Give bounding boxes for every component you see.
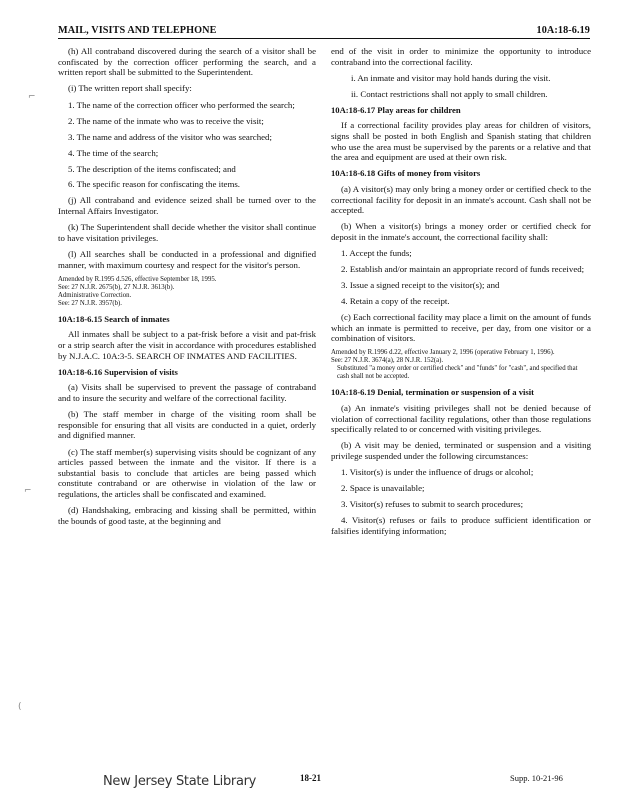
paragraph: (b) The staff member in charge of the visiting room shall be responsible for ensuring that all visits are conducted in a quiet, orderly and dignified manner.: [58, 409, 316, 441]
amendment-note: [58, 276, 316, 308]
amendment-line: Substituted "a money order or certified check" and "funds" for "cash", and specified that cash shall not be accepted.: [337, 365, 578, 381]
paragraph: If a correctional facility provides play areas for children of visitors, signs shall be posted in both English and Spanish stating that children who use the area must be supervised by the parents or a relative and that the area and equipment are used at their own risk.: [331, 120, 591, 163]
section-heading: 10A:18-6.19 Denial, termination or suspension of a visit: [331, 387, 534, 398]
list-item: 6. The specific reason for confiscating the items.: [68, 179, 240, 190]
list-item: 2. Establish and/or maintain an appropriate record of funds received;: [341, 264, 585, 275]
paragraph-h: (h) All contraband discovered during the search of a visitor shall be confiscated by the correction officer performing the search, and a written report shall be submitted to the Superintendent.: [58, 46, 316, 78]
paragraph: (a) Visits shall be supervised to prevent the passage of contraband and to insure the security and welfare of the correctional facility.: [58, 382, 316, 403]
running-header: [58, 20, 590, 39]
sub-item: i. An inmate and visitor may hold hands during the visit.: [351, 72, 551, 83]
paragraph: (c) The staff member(s) supervising visits should be cognizant of any articles passed between the inmate and the visitor. If there is a substantial basis to conclude that articles are being passed which constitute contraband or are otherwise in violation of the law or regulations, the articles shall be confiscated and examined.: [58, 446, 316, 499]
list-item: 4. Retain a copy of the receipt.: [341, 296, 450, 307]
amendment-line: See: 27 N.J.R. 2675(b), 27 N.J.R. 3613(b).: [58, 283, 175, 291]
paragraph: (b) A visit may be denied, terminated or suspension and a visiting privilege suspended under the following circumstances:: [331, 440, 591, 461]
list-item: 3. Visitor(s) refuses to submit to search procedures;: [341, 499, 524, 510]
list-item: 1. Visitor(s) is under the influence of drugs or alcohol;: [341, 467, 534, 478]
list-item: 3. Issue a signed receipt to the visitor(s); and: [341, 280, 500, 291]
amendment-line: Administrative Correction.: [58, 291, 132, 299]
header-title: MAIL, VISITS AND TELEPHONE: [58, 25, 217, 36]
margin-mark: (: [18, 702, 22, 712]
supplement-date: Supp. 10-21-96: [510, 773, 563, 783]
header-section-number: 10A:18-6.19: [536, 25, 590, 36]
list-item: 2. The name of the inmate who was to receive the visit;: [68, 115, 264, 126]
library-stamp: New Jersey State Library: [103, 774, 257, 789]
list-item: 5. The description of the items confiscated; and: [68, 163, 236, 174]
margin-mark: ⌐: [24, 486, 32, 496]
left-column: [58, 46, 316, 532]
amendment-line: See: 27 N.J.R. 3674(a), 28 N.J.R. 152(a).: [331, 357, 444, 365]
list-item: 2. Space is unavailable;: [341, 483, 425, 494]
paragraph: (a) An inmate's visiting privileges shall not be denied because of violation of correctional facility regulations, other than those regulations specifically related to or concerned with visiting privileges.: [331, 402, 591, 435]
list-item: 3. The name and address of the visitor who was searched;: [68, 131, 272, 142]
sub-item: ii. Contact restrictions shall not apply to small children.: [351, 88, 548, 99]
amendment-line: Amended by R.1996 d.22, effective January 2, 1996 (operative February 1, 1996).: [331, 349, 555, 357]
margin-mark: ⌐: [28, 92, 36, 102]
section-heading: 10A:18-6.18 Gifts of money from visitors: [331, 168, 481, 179]
page-footer: [0, 768, 618, 792]
paragraph: (a) A visitor(s) may only bring a money order or certified check to the correctional facility for deposit in an inmate's account. Cash shall not be accepted.: [331, 183, 591, 216]
paragraph-j: (j) All contraband and evidence seized shall be turned over to the Internal Affairs Investigator.: [58, 195, 316, 217]
paragraph-continued: end of the visit in order to minimize the opportunity to introduce contraband into the correctional facility.: [331, 46, 591, 67]
paragraph: (b) When a visitor(s) brings a money order or certified check for deposit in the inmate's account, the correctional facility shall:: [331, 221, 591, 242]
list-item: 1. The name of the correction officer who performed the search;: [68, 99, 295, 110]
paragraph: (d) Handshaking, embracing and kissing shall be permitted, within the bounds of good taste, at the beginning and: [58, 505, 316, 526]
section-heading: 10A:18-6.17 Play areas for children: [331, 104, 461, 115]
section-heading: 10A:18-6.15 Search of inmates: [58, 313, 170, 324]
paragraph-i: (i) The written report shall specify:: [68, 83, 192, 94]
page-number: 18-21: [300, 773, 321, 783]
paragraph-k: (k) The Superintendent shall decide whether the visitor shall continue to have visitation privileges.: [58, 222, 316, 243]
amendment-note: [331, 349, 591, 381]
amendment-line: Amended by R.1995 d.526, effective September 18, 1995.: [58, 275, 217, 283]
right-column: [331, 46, 591, 542]
paragraph: (c) Each correctional facility may place a limit on the amount of funds which an inmate is permitted to receive, per day, from one visitor or a combination of visitors.: [331, 312, 591, 344]
list-item: 4. The time of the search;: [68, 147, 159, 158]
section-heading: 10A:18-6.16 Supervision of visits: [58, 366, 178, 377]
paragraph: All inmates shall be subject to a pat-frisk before a visit and pat-frisk or a strip search after the visit in accordance with procedures established by N.J.A.C. 10A:3-5. SEARCH OF INMATES AND FACILITIES.: [58, 329, 316, 361]
list-item: 4. Visitor(s) refuses or fails to produce sufficient identification or falsifies identifying information;: [331, 515, 591, 536]
amendment-line: See: 27 N.J.R. 3957(b).: [58, 299, 122, 307]
list-item: 1. Accept the funds;: [341, 248, 412, 259]
paragraph-l: (l) All searches shall be conducted in a professional and dignified manner, with maximum courtesy and respect for the visitor's person.: [58, 249, 316, 270]
